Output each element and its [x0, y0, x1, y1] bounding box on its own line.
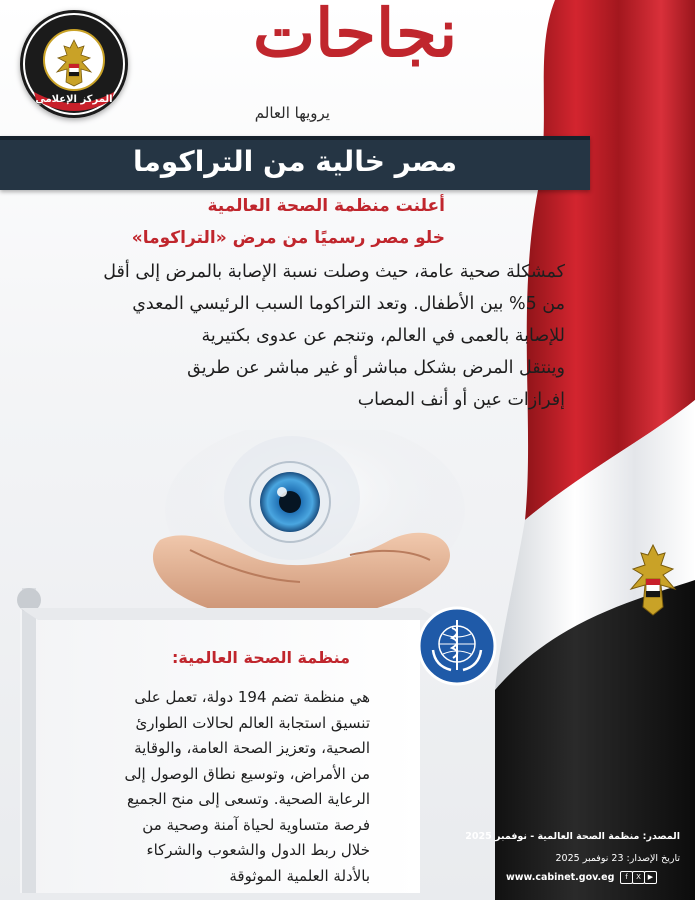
page-title: نجاحات — [252, 0, 458, 72]
page-subtitle: يرويها العالم — [254, 104, 330, 122]
paragraph-line: للإصابة بالعمى في العالم، وتنجم عن عدوى بكتيرية — [201, 326, 565, 346]
media-center-logo — [20, 10, 128, 118]
who-emblem-icon — [417, 606, 497, 686]
lead-line-2: خلو مصر رسميًا من مرض «التراكوما» — [131, 228, 445, 248]
x-icon[interactable]: X — [632, 871, 645, 884]
who-box-line: فرصة متساوية لحياة آمنة وصحية من — [142, 815, 370, 834]
facebook-icon[interactable]: f — [620, 871, 633, 884]
who-box-line: خلال ربط الدول والشعوب والشركاء — [146, 841, 370, 859]
headline-text: مصر خالية من التراكوما — [133, 145, 457, 178]
main-paragraph — [95, 256, 565, 416]
youtube-icon[interactable]: ▶ — [644, 871, 657, 884]
who-box-title: منظمة الصحة العالمية: — [172, 648, 350, 667]
paragraph-line: كمشكلة صحية عامة، حيث وصلت نسبة الإصابة بالمرض إلى أقل — [103, 262, 565, 282]
who-box-line: هي منظمة تضم 194 دولة، تعمل على — [134, 688, 370, 706]
who-box-line: من الأمراض، وتوسيع نطاق الوصول إلى — [124, 764, 370, 783]
egypt-flag-curtain — [495, 0, 695, 900]
who-box-body — [45, 685, 370, 889]
logo-band-text: المركز الإعلامي — [35, 94, 113, 105]
who-box-line: بالأدلة العلمية الموثوقة — [229, 866, 370, 885]
headline-banner — [0, 136, 590, 190]
lead-line-1: أعلنت منظمة الصحة العالمية — [207, 196, 445, 216]
website-link[interactable]: www.cabinet.gov.eg — [506, 872, 615, 883]
eye-icon — [250, 462, 330, 542]
who-box-line: الرعاية الصحية. وتسعى إلى منح الجميع — [127, 790, 370, 808]
source-text: المصدر: منظمة الصحة العالمية - نوفمبر 2025 — [465, 831, 680, 842]
paragraph-line: وينتقل المرض بشكل مباشر أو غير مباشر عن طريق — [187, 358, 565, 378]
paragraph-line: إفرازات عين أو أنف المصاب — [357, 390, 565, 410]
who-box-line: تنسيق استجابة العالم لحالات الطوارئ — [135, 713, 370, 732]
paragraph-line: من 5% بين الأطفال. وتعد التراكوما السبب الرئيسي المعدي — [132, 294, 565, 314]
who-box-line: الصحية، وتعزيز الصحة العامة، والوقاية — [134, 739, 370, 757]
release-date-text: تاريخ الإصدار: 23 نوفمبر 2025 — [555, 853, 680, 864]
